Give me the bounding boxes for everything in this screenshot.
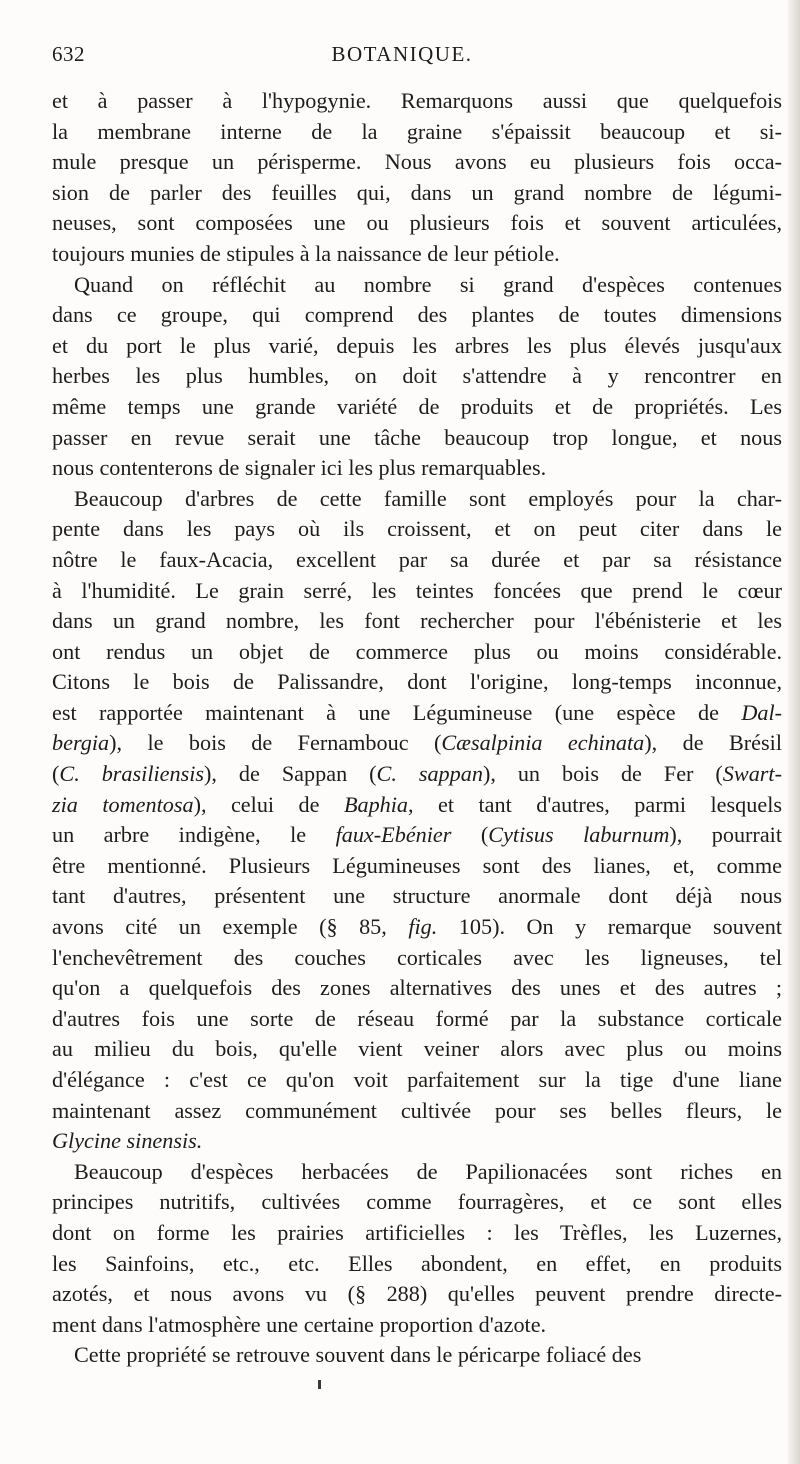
text-run: ), de Sappan ( [204,761,377,787]
text-run: 105). On y remarque souvent [437,914,782,940]
text-line [52,484,782,515]
text-run: ( [52,761,60,787]
text-line [52,881,782,912]
text-line [52,208,782,239]
text-line [52,1279,782,1310]
text-run: nôtre le faux-Acacia, excellent par sa durée et par sa résistance [52,546,782,572]
text-line [52,1004,782,1035]
text-run: Quand on réfléchit au nombre si grand d'espèces contenues [74,271,782,297]
italic-text: faux-Ebénier [335,822,452,848]
text-line [52,361,782,392]
text-run: pente dans les pays où ils croissent, et on peut citer dans le [52,516,782,542]
text-run: Citons le bois de Palissandre, dont l'origine, long-temps inconnue, [52,669,782,695]
text-line [52,1126,782,1157]
text-run: Cette propriété se retrouve souvent dans le péricarpe foliacé des [74,1342,642,1368]
italic-text: Glycine sinensis. [52,1128,203,1154]
text-line [52,331,782,362]
italic-text: Cytisus laburnum [488,822,670,848]
text-run: passer en revue serait une tâche beaucoup trop longue, et nous [52,424,782,450]
text-run: principes nutritifs, cultivées comme fourragères, et ce sont elles [52,1189,782,1215]
text-run: toujours munies de stipules à la naissance de leur pétiole. [52,240,560,266]
text-line [52,667,782,698]
text-line [52,943,782,974]
text-run: un arbre indigène, le [52,822,336,848]
text-line [52,1065,782,1096]
italic-text: C. sappan [376,761,483,787]
text-line [52,759,782,790]
italic-text: bergia [52,730,110,756]
text-run: être mentionné. Plusieurs Légumineuses sont des lianes, et, comme [52,852,782,878]
text-run: Beaucoup d'espèces herbacées de Papilionacées sont riches en [74,1158,782,1184]
text-run: à l'humidité. Le grain serré, les teintes foncées que prend le cœur [52,577,782,603]
text-line [52,698,782,729]
print-speck [318,1380,321,1389]
text-run: , et tant d'autres, parmi lesquels [408,791,782,817]
text-line [52,576,782,607]
text-line [52,86,782,117]
text-run: ), pourrait [669,822,782,848]
italic-text: Baphia [343,791,409,817]
text-run: neuses, sont composées une ou plusieurs fois et souvent articulées, [52,210,782,236]
italic-text: Dal- [741,699,782,725]
text-line [52,973,782,1004]
italic-text: fig. [408,914,438,940]
text-line [52,1218,782,1249]
text-line [52,239,782,270]
text-run: et à passer à l'hypogynie. Remarquons aussi que quelquefois [52,88,782,113]
text-line [52,637,782,668]
text-run: les Sainfoins, etc., etc. Elles abondent, en effet, en produits [52,1250,782,1276]
text-line [52,514,782,545]
text-run: ), un bois de Fer ( [482,761,723,787]
text-line [52,728,782,759]
italic-text: C. brasiliensis [59,761,205,787]
text-run: mule presque un périsperme. Nous avons eu plusieurs fois occa- [52,149,782,175]
text-line [52,300,782,331]
text-line [52,606,782,637]
text-run: ( [451,822,489,848]
page-edge-shadow [788,0,800,1464]
italic-text: Cæsalpinia echinata [441,730,645,756]
text-line [52,1096,782,1127]
running-head [52,42,752,72]
text-line [52,545,782,576]
text-run: ), celui de [193,791,344,817]
text-line [52,820,782,851]
body-text [52,86,782,1371]
text-run: d'élégance : c'est ce qu'on voit parfaitement sur la tige d'une liane [52,1067,782,1092]
italic-text: Swart- [722,761,782,787]
italic-text: zia tomentosa [52,791,194,817]
text-run: ment dans l'atmosphère une certaine proportion d'azote. [52,1311,547,1337]
text-line [52,912,782,943]
text-line [52,178,782,209]
text-run: maintenant assez communément cultivée pour ses belles fleurs, le [52,1097,782,1123]
text-run: et du port le plus varié, depuis les arbres les plus élevés jusqu'aux [52,332,782,358]
text-line [52,1340,782,1371]
text-run: Beaucoup d'arbres de cette famille sont employés pour la char- [74,485,782,511]
text-run: tant d'autres, présentent une structure anormale dont déjà nous [52,883,782,909]
text-run: la membrane interne de la graine s'épaissit beaucoup et si- [52,118,782,144]
text-run: au milieu du bois, qu'elle vient veiner alors avec plus ou moins [52,1036,782,1062]
text-line [52,851,782,882]
text-line [52,453,782,484]
text-run: azotés, et nous avons vu (§ 288) qu'elles peuvent prendre directe- [52,1281,782,1307]
text-line [52,1157,782,1188]
text-run: est rapportée maintenant à une Légumineuse (une espèce de [52,699,742,725]
text-run: nous contenterons de signaler ici les plus remarquables. [52,455,547,481]
text-run: qu'on a quelquefois des zones alternatives des unes et des autres ; [52,975,782,1001]
text-line [52,790,782,821]
text-line [52,1249,782,1280]
text-run: avons cité un exemple (§ 85, [52,914,409,940]
page-title: BOTANIQUE. [331,42,473,66]
text-line [52,1187,782,1218]
text-run: même temps une grande variété de produits et de propriétés. Les [52,393,782,419]
page-number: 632 [52,42,85,66]
text-run: ont rendus un objet de commerce plus ou moins considérable. [52,638,782,664]
text-run: herbes les plus humbles, on doit s'attendre à y rencontrer en [52,363,782,389]
text-run: d'autres fois une sorte de réseau formé par la substance corticale [52,1005,782,1031]
text-run: sion de parler des feuilles qui, dans un grand nombre de légumi- [52,179,782,205]
text-line [52,147,782,178]
text-run: ), de Brésil [644,730,782,756]
text-line [52,1034,782,1065]
text-line [52,270,782,301]
text-run: dont on forme les prairies artificielles : les Trèfles, les Luzernes, [52,1219,782,1245]
text-run: dans un grand nombre, les font rechercher pour l'ébénisterie et les [52,608,782,634]
text-run: dans ce groupe, qui comprend des plantes de toutes dimensions [52,302,782,328]
text-line [52,423,782,454]
text-line [52,117,782,148]
text-line [52,1310,782,1341]
text-line [52,392,782,423]
text-run: ), le bois de Fernambouc ( [109,730,442,756]
text-run: l'enchevêtrement des couches corticales avec les ligneuses, tel [52,944,782,970]
